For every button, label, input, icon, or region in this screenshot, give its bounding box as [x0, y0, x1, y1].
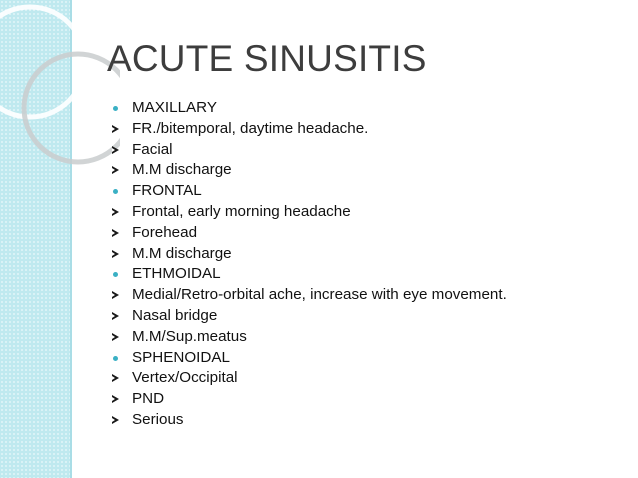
- detail-item: [112, 160, 507, 181]
- section-heading-item: [112, 181, 507, 202]
- decorative-rings: [0, 0, 120, 200]
- item-text: ETHMOIDAL: [132, 265, 221, 283]
- item-text: SPHENOIDAL: [132, 348, 230, 366]
- item-text: M.M/Sup.meatus: [132, 327, 247, 345]
- detail-item: [112, 389, 507, 410]
- decorative-ring-small: [24, 54, 120, 162]
- detail-item: [112, 140, 507, 161]
- round-bullet-icon: [112, 264, 132, 285]
- item-text: Frontal, early morning headache: [132, 202, 351, 220]
- item-text: Nasal bridge: [132, 306, 218, 324]
- arrowhead-bullet-icon: [112, 140, 132, 161]
- detail-item: [112, 119, 507, 140]
- round-bullet-icon: [112, 181, 132, 202]
- item-text: MAXILLARY: [132, 99, 217, 116]
- arrowhead-bullet-icon: [112, 306, 132, 327]
- item-text: Facial: [132, 140, 173, 158]
- section-heading-item: [112, 348, 507, 369]
- detail-item: [112, 327, 507, 348]
- item-text: Serious: [132, 410, 184, 428]
- arrowhead-bullet-icon: [112, 202, 132, 223]
- detail-item: [112, 306, 507, 327]
- item-text: Vertex/Occipital: [132, 369, 238, 387]
- item-text: M.M discharge: [132, 161, 232, 179]
- slide-title: ACUTE SINUSITIS: [107, 38, 427, 79]
- detail-item: [112, 202, 507, 223]
- item-text: M.M discharge: [132, 244, 232, 262]
- item-text: Forehead: [132, 223, 198, 241]
- round-bullet-icon: [112, 98, 132, 119]
- detail-item: [112, 410, 507, 431]
- arrowhead-bullet-icon: [112, 244, 132, 265]
- detail-item: [112, 368, 507, 389]
- item-text: Medial/Retro-orbital ache, increase with eye movement.: [132, 286, 507, 304]
- round-bullet-icon: [112, 348, 132, 369]
- bullet-list: [112, 98, 507, 431]
- arrowhead-bullet-icon: [112, 327, 132, 348]
- item-text: PND: [132, 390, 165, 408]
- arrowhead-bullet-icon: [112, 410, 132, 431]
- section-heading-item: [112, 264, 507, 285]
- item-text: FR./bitemporal, daytime headache.: [132, 119, 369, 137]
- arrowhead-bullet-icon: [112, 368, 132, 389]
- section-heading-item: [112, 98, 507, 119]
- arrowhead-bullet-icon: [112, 223, 132, 244]
- arrowhead-bullet-icon: [112, 285, 132, 306]
- arrowhead-bullet-icon: [112, 160, 132, 181]
- item-text: FRONTAL: [132, 182, 202, 200]
- detail-item: [112, 223, 507, 244]
- arrowhead-bullet-icon: [112, 119, 132, 140]
- detail-item: [112, 285, 507, 306]
- detail-item: [112, 244, 507, 265]
- arrowhead-bullet-icon: [112, 389, 132, 410]
- decorative-ring-large: [0, 7, 85, 117]
